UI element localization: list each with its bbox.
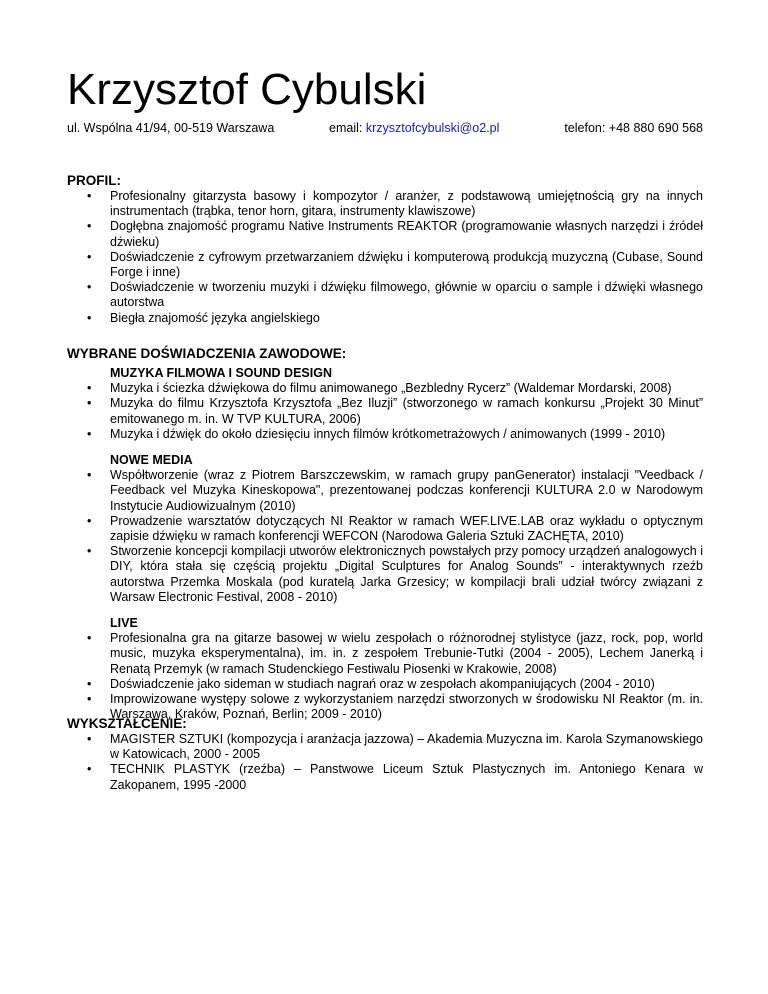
bullet: • (87, 468, 92, 483)
item-text: Profesionalny gitarzysta basowy i kompozytor / aranżer, z podstawową umiejętnością gry na innych instrumentach (trąbka, tenor horn, gitara, instrumenty klawiszowe) (110, 189, 703, 219)
profile-list (67, 189, 703, 326)
contact-line (67, 120, 703, 136)
email-line (329, 120, 499, 136)
profile-section (67, 173, 703, 326)
bullet: • (87, 762, 92, 777)
address: ul. Wspólna 41/94, 00-519 Warszawa (67, 121, 275, 135)
bullet: • (87, 310, 92, 325)
item-text: Dogłębna znajomość programu Native Instruments REAKTOR (programowanie własnych narzędzi i źródeł dźwieku) (110, 219, 703, 249)
list-item (67, 396, 703, 426)
item-text: Biegła znajomość języka angielskiego (110, 310, 320, 325)
bullet: • (87, 219, 92, 234)
experience-heading: WYBRANE DOŚWIADCZENIA ZAWODOWE: (67, 346, 347, 361)
bullet: • (87, 280, 92, 295)
item-text: Współtworzenie (wraz z Piotrem Barszczewskim, w ramach grupy panGenerator) instalacji "Veedback / Feedback vel Muzyka Kineskopowa", prezentowanej podczas konferencji KULTURA 2.0 w Narodowym Instytucie Audiowizualnym (2010) (110, 468, 703, 513)
group-list (67, 468, 703, 605)
list-item (67, 189, 703, 219)
group-list (67, 631, 703, 722)
list-item (67, 544, 703, 605)
group-list (67, 381, 703, 442)
list-item (67, 677, 703, 692)
item-text: Improwizowane występy solowe z wykorzystaniem narzędzi stworzonych w środowisku NI Reaktor (m. in. Warszawa, Kraków, Poznań, Berlin; 2009 - 2010) (110, 692, 703, 722)
item-text: Doświadczenie z cyfrowym przetwarzaniem dźwięku i komputerową produkcją muzyczną (Cubase, Sound Forge i inne) (110, 249, 703, 280)
list-item (67, 381, 703, 396)
group-title: NOWE MEDIA (110, 453, 193, 468)
experience-section (67, 346, 703, 722)
email-label: email: (329, 121, 363, 135)
item-text: Doświadczenie w tworzeniu muzyki i dźwięku filmowego, głównie w oparciu o sample i dźwięki własnego autorstwa (110, 280, 703, 310)
bullet: • (87, 426, 92, 441)
list-item (67, 631, 703, 677)
bullet: • (87, 513, 92, 528)
list-item (67, 311, 703, 326)
item-text: Profesionalna gra na gitarze basowej w wielu zespołach o różnorodnej stylistyce (jazz, rock, pop, world music, muzyka eksperymentalna), im. in. z zespołem Trebunie-Tutki (2004 - 2005), Lechem Janerką i Renatą Przemyk (w ramach Studenckiego Festiwalu Piosenki w Krakowie, 2008) (110, 631, 703, 676)
item-text: Muzyka do filmu Krzysztofa Krzysztofa „Bez Iluzji” (stworzonego w ramach konkursu „Projekt 30 Minut” emitowanego m. in. W TVP KULTURA, 2006) (110, 396, 703, 426)
education-list (67, 732, 703, 793)
list-item (67, 514, 703, 544)
profile-heading: PROFIL: (67, 173, 121, 188)
group-title: MUZYKA FILMOWA I SOUND DESIGN (110, 366, 332, 380)
phone: telefon: +48 880 690 568 (564, 121, 703, 135)
education-section (67, 716, 703, 793)
list-item (67, 762, 703, 792)
experience-group-new-media (67, 453, 703, 605)
item-text: MAGISTER SZTUKI (kompozycja i aranżacja jazzowa) – Akademia Muzyczna im. Karola Szymanowskiego w Katowicach, 2000 - 2005 (110, 732, 703, 762)
list-item (67, 427, 703, 442)
bullet: • (87, 676, 92, 691)
item-text: Prowadzenie warsztatów dotyczących NI Reaktor w ramach WEF.LIVE.LAB oraz wykładu o optycznym zapisie dźwięku w ramach konferencji WEFCON (Narodowa Galeria Sztuki ZACHĘTA, 2010) (110, 513, 703, 544)
bullet: • (87, 732, 92, 746)
bullet: • (87, 631, 92, 646)
person-name: Krzysztof Cybulski (67, 65, 427, 114)
item-text: Muzyka i dźwięk do około dziesięciu innych filmów krótkometrażowych / animowanych (1999 - 2010) (110, 426, 666, 441)
experience-group-live (67, 616, 703, 722)
education-heading: WYKSZTAŁCENIE: (67, 716, 187, 731)
bullet: • (87, 249, 92, 264)
bullet: • (87, 396, 92, 411)
bullet: • (87, 381, 92, 396)
item-text: Stworzenie koncepcji kompilacji utworów elektronicznych powstałych przy pomocy urządzeń analogowych i DIY, która stała się częścią projektu „Digital Sculptures for Analog Sounds” - interaktywnych rzeźb autorstwa Przemka Moskala (pod kuratelą Jarka Grzesicy; w kompilacji brali udział twórcy związani z Warsaw Electronic Festival, 2008 - 2010) (110, 544, 703, 604)
item-text: Muzyka i ściezka dźwiękowa do filmu animowanego „Bezbledny Rycerz” (Waldemar Mordarski, 2008) (110, 381, 672, 396)
list-item (67, 219, 703, 249)
list-item (67, 250, 703, 280)
item-text: Doświadczenie jako sideman w studiach nagrań oraz w zespołach akompaniujących (2004 - 2010) (110, 676, 655, 691)
bullet: • (87, 189, 92, 203)
email-link[interactable]: krzysztofcybulski@o2.pl (365, 121, 500, 135)
bullet: • (87, 544, 92, 559)
group-title: LIVE (110, 616, 138, 631)
list-item (67, 732, 703, 762)
item-text: TECHNIK PLASTYK (rzeźba) – Panstwowe Liceum Sztuk Plastycznych im. Antoniego Kenara w Zakopanem, 1995 -2000 (110, 762, 703, 792)
bullet: • (87, 692, 92, 707)
list-item (67, 280, 703, 310)
list-item (67, 468, 703, 514)
experience-group-film (67, 366, 703, 442)
